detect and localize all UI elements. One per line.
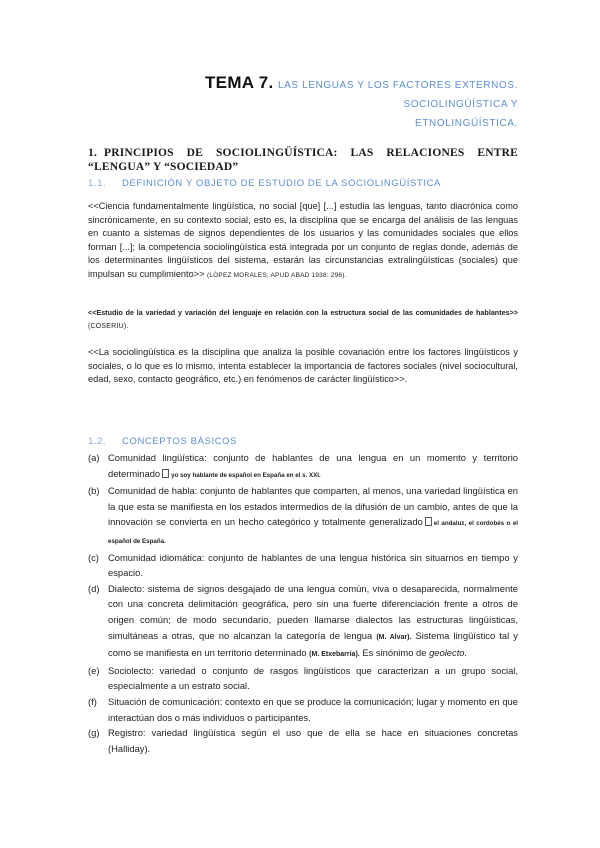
list-reference: (M. Alvar). <box>376 633 412 641</box>
tema-label: TEMA 7. <box>205 73 274 92</box>
list-item <box>88 694 518 725</box>
list-text: Dialecto: sistema de signos desgajado de una lengua común, viva o desaparecida, normalmente con una concreta delimitación geográfica, pero sin una fuerte diferenciación frente a otros de origen común; de modo secundario, pueden llamarse dialectos las estructuras lingüísticas, simultáneas a otras, que no alcanzan la categoría de lengua <box>108 582 518 641</box>
list-item <box>88 483 518 549</box>
list-label: (f) <box>88 695 97 707</box>
section-number: 1. <box>88 147 98 159</box>
tema-subtitle: LAS LENGUAS Y LOS FACTORES EXTERNOS. SOCIOLINGÜÍSTICA Y <box>277 80 518 110</box>
tema-subtitle-cont: ETNOLINGÜÍSTICA. <box>415 118 518 129</box>
list-note: el andaluz, el cordobés o el español de España. <box>108 520 518 545</box>
list-item <box>88 450 518 483</box>
list-label: (e) <box>88 664 100 676</box>
list-text: Situación de comunicación: contexto en que se produce la comunicación; lugar y momento en que interactúan dos o más individuos o participantes. <box>108 695 518 723</box>
quote-lopez-morales <box>88 200 518 282</box>
document-title <box>140 74 518 132</box>
list-item <box>88 725 518 756</box>
list-text: Comunidad lingüística: conjunto de hablantes de una lengua en un momento y territorio determinado <box>108 452 518 479</box>
list-reference-2: (M. Etxebarría). <box>309 651 360 659</box>
list-label: (a) <box>88 452 100 463</box>
subsection-title: DEFINICIÓN Y OBJETO DE ESTUDIO DE LA SOCIOLINGÜÍSTICA <box>122 178 441 189</box>
list-text: Sociolecto: variedad o conjunto de rasgos lingüísticos que caracterizan a un grupo social, especialmente a un estrato social. <box>108 664 518 692</box>
arrow-box-icon <box>425 517 432 526</box>
list-italic-term: geolecto. <box>429 647 468 659</box>
list-text-3: Es sinónimo de <box>362 647 427 659</box>
list-text: Registro: variedad lingüística según el uso que de ella se hace en situaciones concretas (Halliday). <box>108 727 518 754</box>
quote-coseriu <box>88 306 518 333</box>
quote-text: <<Estudio de la variedad y variación del lenguaje en relación con la estructura social de las comunidades de hablantes>> <box>88 308 518 317</box>
quote-reference: (LÓPEZ MORALES; APUD ABAD 1938: 296). <box>207 271 347 279</box>
subsection-heading-1-1 <box>88 178 441 189</box>
subsection-heading-1-2 <box>88 436 237 447</box>
subsection-number: 1.1. <box>88 178 107 189</box>
list-item <box>88 581 518 663</box>
list-text: Comunidad de habla: conjunto de hablantes que comparten, al menos, una variedad lingüística en la que esta se manifiesta en los estados intermedios de la difusión de un cambio, antes de que la innovación se convierta en un hecho categórico y totalmente generalizado <box>108 485 518 528</box>
concept-list <box>88 450 518 756</box>
quote-definition <box>88 346 518 387</box>
list-label: (b) <box>88 485 100 497</box>
list-item <box>88 663 518 694</box>
quote-text: <<Ciencia fundamentalmente lingüística, no social [que] [...] estudia las lenguas, tanto diacrónica como sincrónicamente, en su contexto social, esto es, la disciplina que se encarga del análisis de las lenguas en cuanto a sistemas de signos dependientes de los usuarios y las comunidades sociales que ellos forman [...]; la competencia sociolingüística está integrada por un conjunto de reglas donde, además de los determinantes lingüísticos del sistema, estarán las circunstancias extralingüísticas (sociales) que impulsan su cumplimiento>> <box>88 201 518 279</box>
arrow-box-icon <box>162 469 169 478</box>
quote-text: <<La sociolingüística es la disciplina que analiza la posible covariación entre los factores lingüísticos y sociales, o lo que es lo mismo, intenta establecer la importancia de factores sociales (nivel sociocultural, edad, sexo, contacto geográfico, etc.) en fenómenos de carácter lingüístico>>. <box>88 347 518 384</box>
subsection-number: 1.2. <box>88 436 107 447</box>
subsection-title: CONCEPTOS BÁSICOS <box>122 436 238 447</box>
quote-reference: (COSERIU). <box>88 323 129 330</box>
section-heading-1 <box>88 146 518 174</box>
section-title: PRINCIPIOS DE SOCIOLINGÜÍSTICA: LAS RELACIONES ENTRE “LENGUA” Y “SOCIEDAD” <box>88 147 518 173</box>
list-label: (c) <box>88 551 99 563</box>
list-item <box>88 550 518 581</box>
list-label: (d) <box>88 582 100 594</box>
list-note: yo soy hablante de español en España en el s. XXI. <box>171 471 321 479</box>
list-text: Comunidad idiomática: conjunto de hablantes de una lengua histórica sin situarnos en tiempo y espacio. <box>108 551 518 579</box>
list-label: (g) <box>88 727 100 739</box>
list-text-2: Sistema lingüístico tal y como se manifiesta en un territorio determinado <box>108 629 518 659</box>
